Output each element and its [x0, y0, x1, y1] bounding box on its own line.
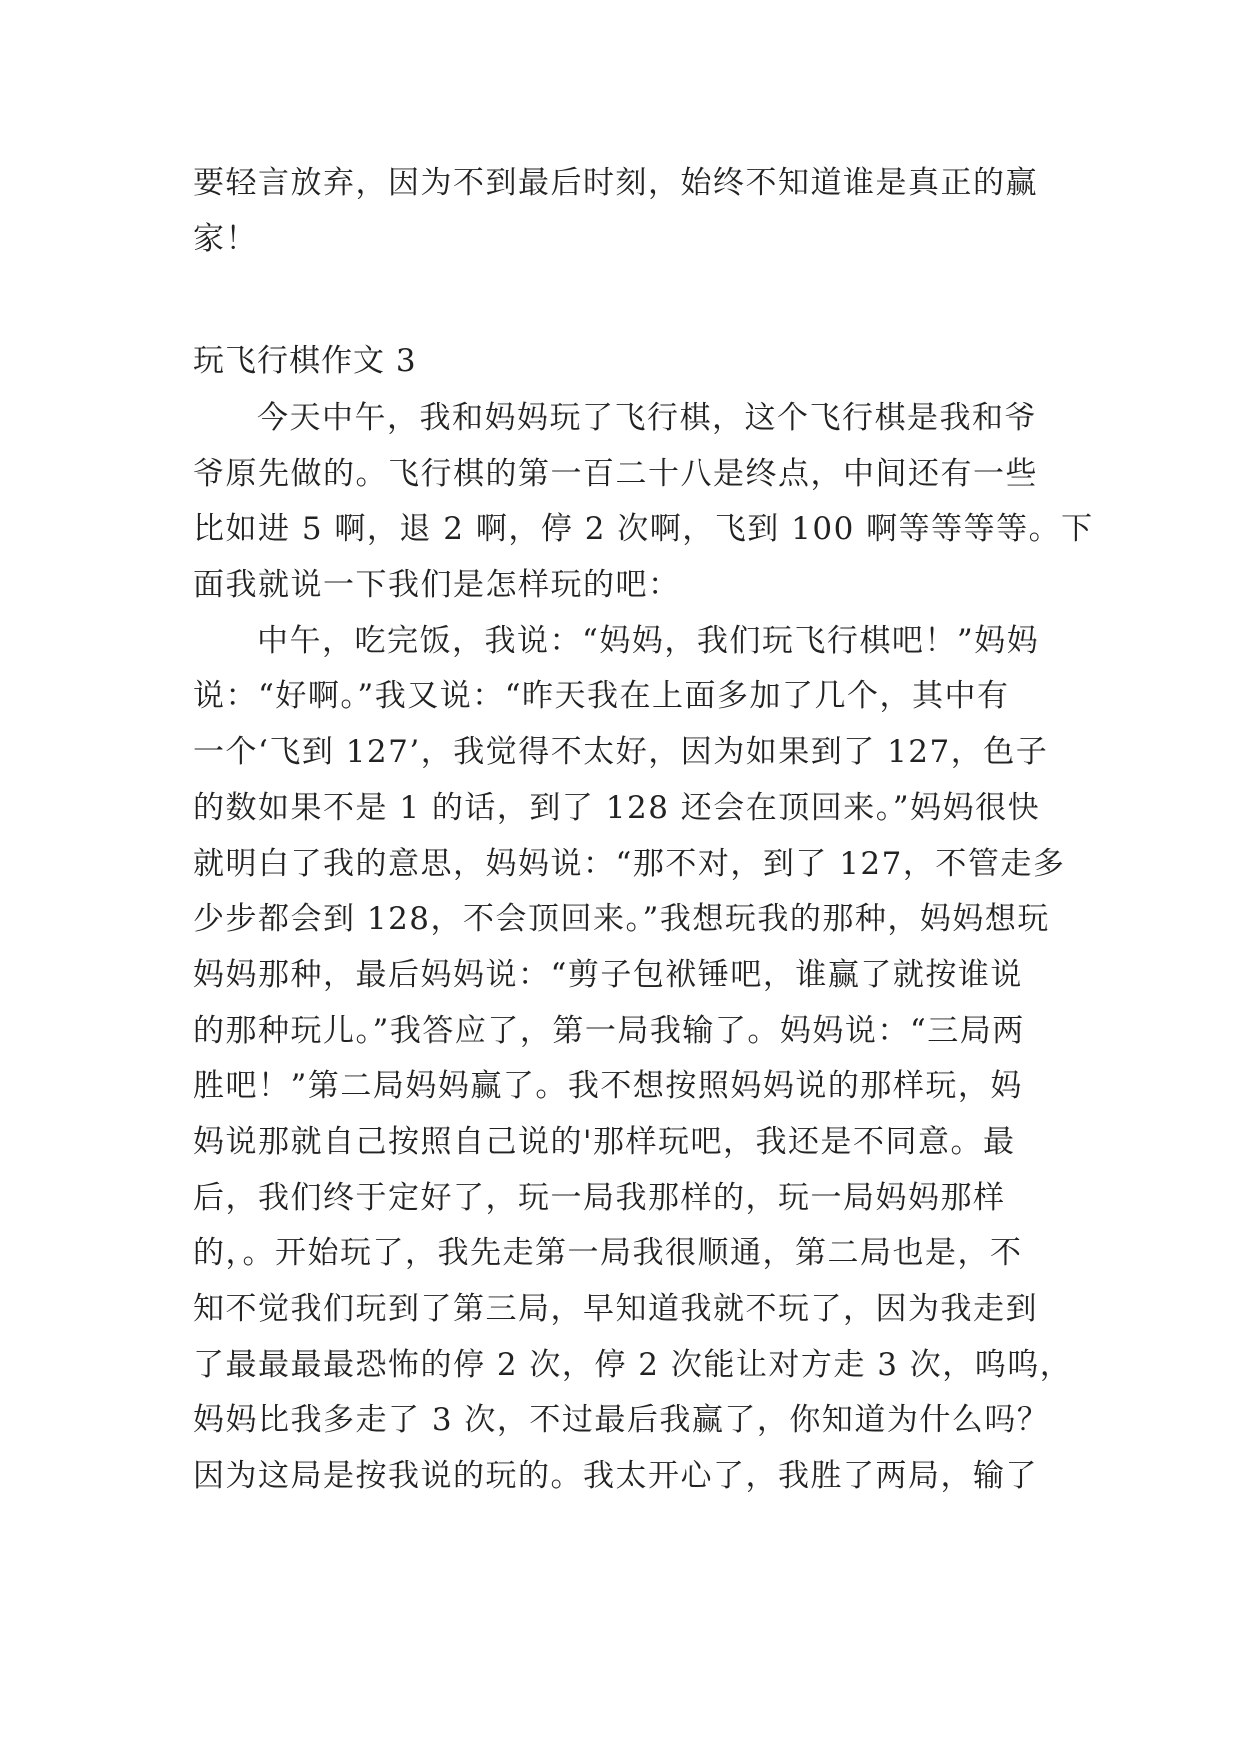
text-line: 的那种玩儿。”我答应了，第一局我输了。妈妈说：“三局两: [193, 1012, 1025, 1049]
text-line: 后，我们终于定好了，玩一局我那样的，玩一局妈妈那样: [193, 1179, 1006, 1216]
text-line: 妈说那就自己按照自己说的'那样玩吧，我还是不同意。最: [193, 1123, 1016, 1160]
text-line: 胜吧！”第二局妈妈赢了。我不想按照妈妈说的那样玩，妈: [193, 1068, 1023, 1105]
essay-body: [193, 391, 1094, 1505]
text-line: 妈妈比我多走了 3 次，不过最后我赢了，你知道为什么吗？: [193, 1402, 1050, 1439]
text-line: 知不觉我们玩到了第三局，早知道我就不玩了，因为我走到: [193, 1291, 1038, 1327]
text-line: 妈妈那种，最后妈妈说：“剪子包袱锤吧，谁赢了就按谁说: [193, 956, 1023, 993]
text-line: 要轻言放弃，因为不到最后时刻，始终不知道谁是真正的赢: [193, 165, 1038, 201]
text-line: 爷原先做的。飞行棋的第一百二十八是终点，中间还有一些: [193, 455, 1038, 492]
text-line: 一个‘飞到 127’，我觉得不太好，因为如果到了 127，色子: [193, 734, 1049, 771]
text-line: 今天中午，我和妈妈玩了飞行棋，这个飞行棋是我和爷: [257, 400, 1037, 436]
section-heading: 玩飞行棋作文 3: [193, 343, 417, 379]
text-line: 比如进 5 啊，退 2 啊，停 2 次啊，飞到 100 啊等等等等。下: [193, 511, 1094, 548]
text-line: 因为这局是按我说的玩的。我太开心了，我胜了两局，输了: [193, 1458, 1038, 1495]
text-line: 中午，吃完饭，我说：“妈妈，我们玩飞行棋吧！”妈妈: [257, 622, 1040, 659]
text-line: 少步都会到 128，不会顶回来。”我想玩我的那种，妈妈想玩: [193, 901, 1050, 938]
text-line: 就明白了我的意思，妈妈说：“那不对，到了 127，不管走多: [193, 845, 1066, 882]
text-line: 说：“好啊。”我又说：“昨天我在上面多加了几个，其中有: [193, 678, 1010, 715]
text-line: 面我就说一下我们是怎样玩的吧：: [193, 567, 681, 604]
text-line: 了最最最最恐怖的停 2 次，停 2 次能让对方走 3 次，呜呜，: [193, 1346, 1073, 1383]
text-line: 的，。开始玩了，我先走第一局我很顺通，第二局也是，不: [193, 1235, 1023, 1272]
continuation-paragraph: [193, 156, 1063, 267]
text-line: 的数如果不是 1 的话，到了 128 还会在顶回来。”妈妈很快: [193, 789, 1041, 826]
text-line: 家！: [193, 220, 258, 257]
